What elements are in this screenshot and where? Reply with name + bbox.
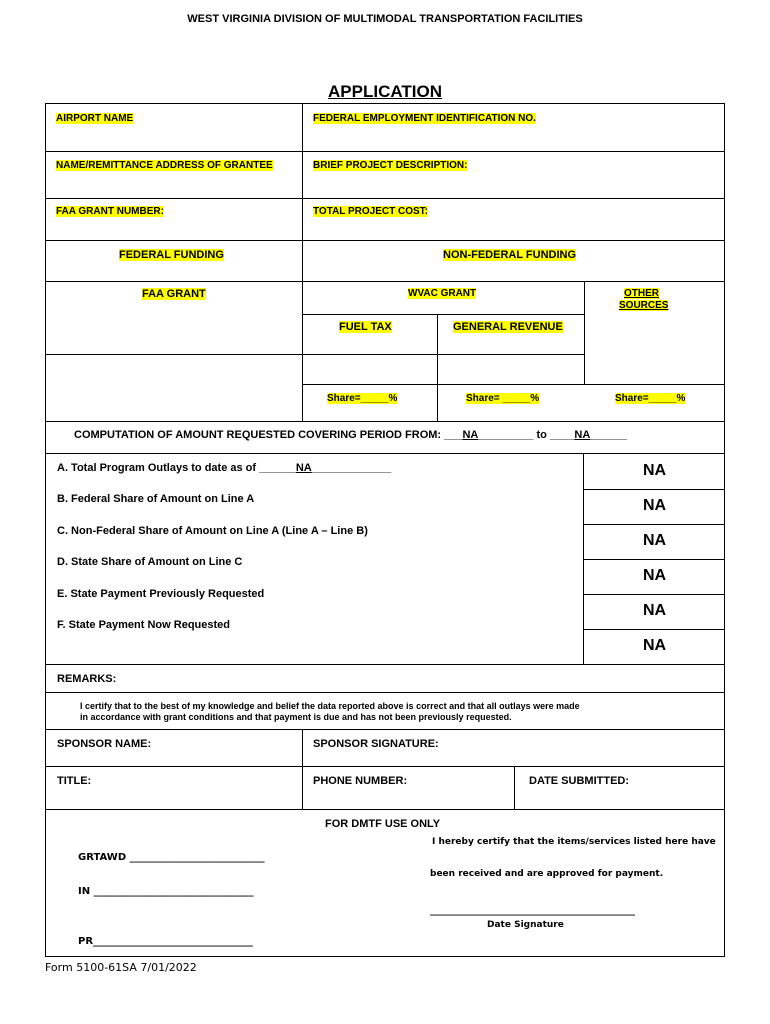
faa-grant-label: FAA GRANT <box>142 288 206 300</box>
dmtf-certify-line-1: I hereby certify that the items/services listed here have <box>432 837 716 847</box>
non-federal-funding-label: NON-FEDERAL FUNDING <box>443 249 577 261</box>
total-project-cost-cell[interactable] <box>302 198 725 241</box>
fuel-tax-share[interactable]: Share=_____% <box>327 393 398 404</box>
grantee-address-label: NAME/REMITTANCE ADDRESS OF GRANTEE <box>56 160 273 171</box>
grantee-address-cell[interactable] <box>45 151 303 199</box>
non-federal-funding-header <box>302 240 725 282</box>
title-cell[interactable] <box>45 766 303 810</box>
dmtf-heading: FOR DMTF USE ONLY <box>325 818 441 830</box>
other-sources-label-2: SOURCES <box>619 300 669 311</box>
total-project-cost-label: TOTAL PROJECT COST: <box>313 206 429 217</box>
certification-cell <box>45 692 725 730</box>
fein-cell[interactable] <box>302 103 725 152</box>
federal-funding-header <box>45 240 303 282</box>
airport-name-cell[interactable] <box>45 103 303 152</box>
other-sources-label-1: OTHER <box>624 288 659 299</box>
amount-line-f[interactable]: NA <box>642 637 667 654</box>
remarks-cell[interactable] <box>45 664 725 693</box>
federal-funding-label: FEDERAL FUNDING <box>119 249 224 261</box>
project-description-label: BRIEF PROJECT DESCRIPTION: <box>313 160 468 171</box>
faa-grant-number-cell[interactable] <box>45 198 303 241</box>
grtawd-field[interactable]: GRTAWD ___________________________ <box>78 852 265 863</box>
sponsor-name-cell[interactable] <box>45 729 303 767</box>
dmtf-use-only-block <box>45 809 725 957</box>
computation-row <box>45 421 725 454</box>
sponsor-name-label: SPONSOR NAME: <box>57 738 152 750</box>
amount-line-d[interactable]: NA <box>642 567 667 584</box>
fuel-tax-label: FUEL TAX <box>339 321 392 333</box>
amount-line-a[interactable]: NA <box>642 462 667 479</box>
line-c: C. Non-Federal Share of Amount on Line A (Line A – Line B) <box>57 525 368 537</box>
phone-number-label: PHONE NUMBER: <box>313 775 408 787</box>
computation-period-text[interactable]: COMPUTATION OF AMOUNT REQUESTED COVERING PERIOD FROM: ___NA_________ to ____NA______ <box>74 429 628 441</box>
date-submitted-label: DATE SUBMITTED: <box>529 775 630 787</box>
faa-grant-number-label: FAA GRANT NUMBER: <box>56 206 164 217</box>
wvac-grant-label: WVAC GRANT <box>408 288 477 299</box>
general-revenue-label: GENERAL REVENUE <box>453 321 563 333</box>
in-field[interactable]: IN ________________________________ <box>78 886 254 897</box>
remarks-label: REMARKS: <box>57 673 117 685</box>
pr-field[interactable]: PR________________________________ <box>78 936 254 947</box>
date-submitted-cell[interactable] <box>514 766 725 810</box>
certification-line-1: I certify that to the best of my knowledge and belief the data reported above is correct and that all outlays were made <box>80 701 580 711</box>
date-signature-label: Date Signature <box>487 920 564 930</box>
form-identifier: Form 5100-61SA 7/01/2022 <box>45 961 197 974</box>
line-b: B. Federal Share of Amount on Line A <box>57 493 255 505</box>
date-signature-line[interactable]: _________________________________________ <box>430 905 635 916</box>
amount-line-e[interactable]: NA <box>642 602 667 619</box>
certification-line-2: in accordance with grant conditions and that payment is due and has not been previously requested. <box>80 712 512 722</box>
amount-line-c[interactable]: NA <box>642 532 667 549</box>
project-description-cell[interactable] <box>302 151 725 199</box>
line-d: D. State Share of Amount on Line C <box>57 556 243 568</box>
other-sources-share[interactable]: Share=_____% <box>615 393 686 404</box>
dmtf-certify-line-2: been received and are approved for payment. <box>430 869 664 879</box>
amount-line-b[interactable]: NA <box>642 497 667 514</box>
line-e: E. State Payment Previously Requested <box>57 588 265 600</box>
sponsor-signature-cell[interactable] <box>302 729 725 767</box>
airport-name-label: AIRPORT NAME <box>56 113 134 124</box>
page-title: APPLICATION <box>328 82 442 101</box>
fein-label: FEDERAL EMPLOYMENT IDENTIFICATION NO. <box>313 113 536 124</box>
line-a: A. Total Program Outlays to date as of ______NA_____________ <box>57 462 392 474</box>
title-label: TITLE: <box>57 775 92 787</box>
sponsor-signature-label: SPONSOR SIGNATURE: <box>313 738 439 750</box>
agency-header: WEST VIRGINIA DIVISION OF MULTIMODAL TRANSPORTATION FACILITIES <box>187 13 583 25</box>
phone-number-cell[interactable] <box>302 766 515 810</box>
line-f: F. State Payment Now Requested <box>57 619 230 631</box>
general-revenue-share[interactable]: Share= _____% <box>466 393 540 404</box>
